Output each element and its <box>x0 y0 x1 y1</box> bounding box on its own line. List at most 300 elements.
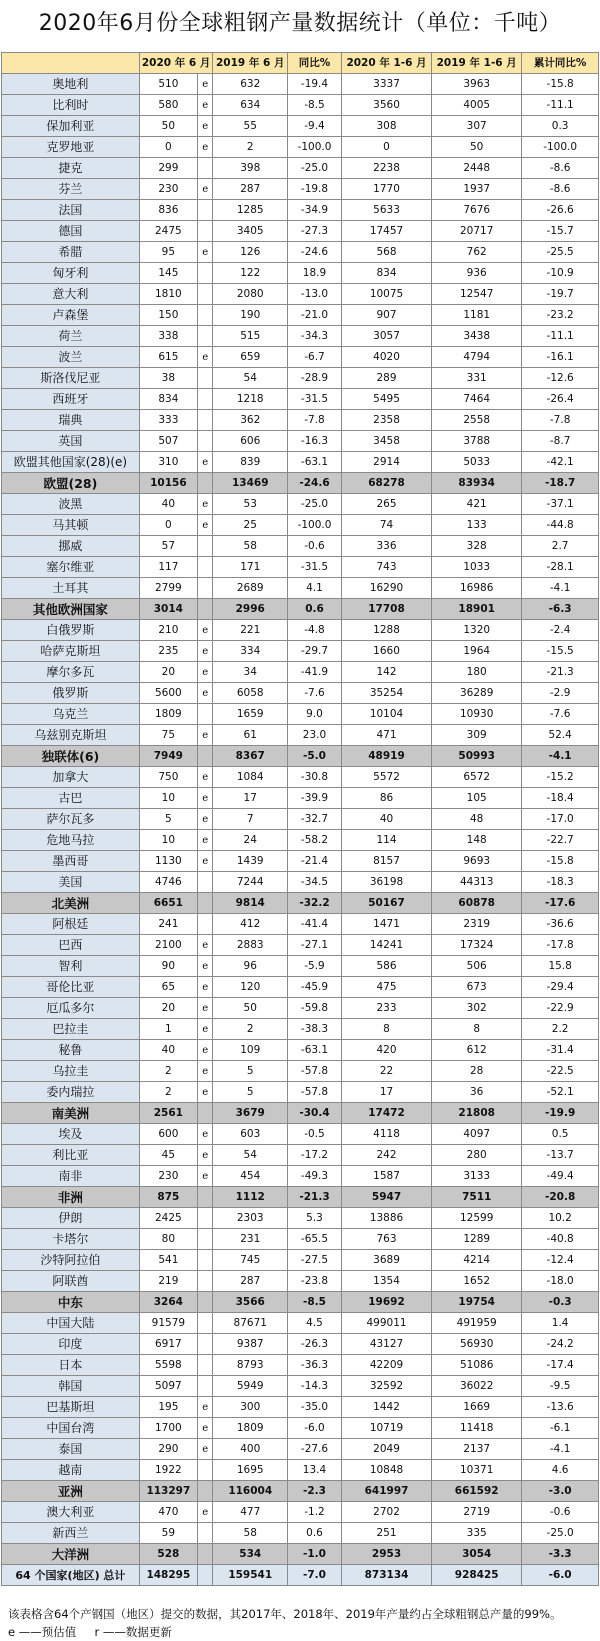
country-name: 大洋洲 <box>2 1544 140 1565</box>
estimate-flag: e <box>197 788 213 809</box>
value-2019-h1: 1964 <box>432 641 522 662</box>
value-2019-jun: 534 <box>213 1544 288 1565</box>
value-2020-jun: 1810 <box>139 284 197 305</box>
cumulative-yoy: -6.0 <box>522 1565 599 1586</box>
country-name: 美国 <box>2 872 140 893</box>
value-2019-h1: 2719 <box>432 1502 522 1523</box>
value-2020-jun: 235 <box>139 641 197 662</box>
yoy-change: -34.3 <box>288 326 342 347</box>
value-2019-jun: 1218 <box>213 389 288 410</box>
cumulative-yoy: -18.4 <box>522 788 599 809</box>
yoy-change: -4.8 <box>288 620 342 641</box>
country-name: 白俄罗斯 <box>2 620 140 641</box>
value-2020-jun: 2 <box>139 1082 197 1103</box>
value-2019-jun: 231 <box>213 1229 288 1250</box>
yoy-change: -5.0 <box>288 746 342 767</box>
value-2020-jun: 40 <box>139 1040 197 1061</box>
value-2019-jun: 1659 <box>213 704 288 725</box>
value-2019-h1: 491959 <box>432 1313 522 1334</box>
estimate-flag: e <box>197 74 213 95</box>
value-2020-h1: 14241 <box>341 935 431 956</box>
estimate-flag <box>197 1187 213 1208</box>
header-yoy: 同比% <box>288 53 342 74</box>
yoy-change: -6.7 <box>288 347 342 368</box>
value-2020-jun: 145 <box>139 263 197 284</box>
value-2020-h1: 471 <box>341 725 431 746</box>
value-2019-h1: 762 <box>432 242 522 263</box>
table-row <box>2 116 599 137</box>
table-row <box>2 305 599 326</box>
value-2019-h1: 2558 <box>432 410 522 431</box>
value-2020-jun: 1809 <box>139 704 197 725</box>
value-2020-h1: 4118 <box>341 1124 431 1145</box>
table-row <box>2 74 599 95</box>
value-2019-jun: 1695 <box>213 1460 288 1481</box>
value-2020-h1: 10719 <box>341 1418 431 1439</box>
value-2020-h1: 641997 <box>341 1481 431 1502</box>
value-2019-h1: 3963 <box>432 74 522 95</box>
value-2020-h1: 242 <box>341 1145 431 1166</box>
legend-revised: r ——数据更新 <box>94 1625 172 1639</box>
country-name: 智利 <box>2 956 140 977</box>
value-2020-h1: 74 <box>341 515 431 536</box>
yoy-change: -9.4 <box>288 116 342 137</box>
country-name: 奥地利 <box>2 74 140 95</box>
cumulative-yoy: 0.5 <box>522 1124 599 1145</box>
country-name: 埃及 <box>2 1124 140 1145</box>
country-name: 瑞典 <box>2 410 140 431</box>
cumulative-yoy: -22.7 <box>522 830 599 851</box>
estimate-flag: e <box>197 347 213 368</box>
value-2020-h1: 1770 <box>341 179 431 200</box>
value-2019-h1: 56930 <box>432 1334 522 1355</box>
value-2020-h1: 568 <box>341 242 431 263</box>
country-name: 摩尔多瓦 <box>2 662 140 683</box>
country-name: 中东 <box>2 1292 140 1313</box>
country-name: 委内瑞拉 <box>2 1082 140 1103</box>
value-2020-h1: 68278 <box>341 473 431 494</box>
value-2019-h1: 17324 <box>432 935 522 956</box>
table-row <box>2 410 599 431</box>
value-2020-jun: 333 <box>139 410 197 431</box>
country-name: 新西兰 <box>2 1523 140 1544</box>
estimate-flag <box>197 1544 213 1565</box>
value-2019-jun: 126 <box>213 242 288 263</box>
steel-production-table <box>1 52 599 1586</box>
value-2019-jun: 603 <box>213 1124 288 1145</box>
value-2019-jun: 171 <box>213 557 288 578</box>
estimate-flag: e <box>197 242 213 263</box>
value-2020-jun: 834 <box>139 389 197 410</box>
yoy-change: -19.8 <box>288 179 342 200</box>
value-2020-jun: 95 <box>139 242 197 263</box>
value-2019-jun: 3405 <box>213 221 288 242</box>
value-2020-h1: 3689 <box>341 1250 431 1271</box>
value-2019-jun: 34 <box>213 662 288 683</box>
value-2019-h1: 1320 <box>432 620 522 641</box>
yoy-change: -27.3 <box>288 221 342 242</box>
value-2020-jun: 5600 <box>139 683 197 704</box>
value-2020-jun: 10156 <box>139 473 197 494</box>
value-2020-h1: 17 <box>341 1082 431 1103</box>
estimate-flag: e <box>197 1166 213 1187</box>
value-2020-h1: 5572 <box>341 767 431 788</box>
value-2019-h1: 50 <box>432 137 522 158</box>
country-name: 伊朗 <box>2 1208 140 1229</box>
table-row <box>2 1040 599 1061</box>
value-2019-h1: 3438 <box>432 326 522 347</box>
estimate-flag: e <box>197 116 213 137</box>
estimate-flag <box>197 1229 213 1250</box>
yoy-change: -14.3 <box>288 1376 342 1397</box>
value-2019-jun: 839 <box>213 452 288 473</box>
value-2019-h1: 51086 <box>432 1355 522 1376</box>
value-2020-h1: 251 <box>341 1523 431 1544</box>
value-2020-h1: 10104 <box>341 704 431 725</box>
value-2020-jun: 90 <box>139 956 197 977</box>
yoy-change: -29.7 <box>288 641 342 662</box>
estimate-flag <box>197 221 213 242</box>
value-2019-h1: 7676 <box>432 200 522 221</box>
country-name: 古巴 <box>2 788 140 809</box>
country-name: 法国 <box>2 200 140 221</box>
value-2020-h1: 3337 <box>341 74 431 95</box>
cumulative-yoy: -4.1 <box>522 746 599 767</box>
cumulative-yoy: 52.4 <box>522 725 599 746</box>
value-2020-h1: 4020 <box>341 347 431 368</box>
yoy-change: -13.0 <box>288 284 342 305</box>
country-name: 沙特阿拉伯 <box>2 1250 140 1271</box>
value-2019-jun: 300 <box>213 1397 288 1418</box>
table-row <box>2 662 599 683</box>
footnote: 该表格含64个产钢国（地区）提交的数据，其2017年、2018年、2019年产量约占全球粗钢总产量的99%。 <box>8 1607 562 1621</box>
yoy-change: -7.0 <box>288 1565 342 1586</box>
estimate-flag <box>197 746 213 767</box>
value-2020-jun: 600 <box>139 1124 197 1145</box>
value-2019-h1: 36 <box>432 1082 522 1103</box>
country-name: 欧盟其他国家(28)(e) <box>2 452 140 473</box>
table-row <box>2 704 599 725</box>
value-2019-jun: 7244 <box>213 872 288 893</box>
value-2019-jun: 2883 <box>213 935 288 956</box>
table-row <box>2 767 599 788</box>
value-2020-h1: 1471 <box>341 914 431 935</box>
country-name: 克罗地亚 <box>2 137 140 158</box>
yoy-change: -7.8 <box>288 410 342 431</box>
country-name: 波兰 <box>2 347 140 368</box>
estimate-flag <box>197 704 213 725</box>
value-2020-h1: 1288 <box>341 620 431 641</box>
yoy-change: -31.5 <box>288 557 342 578</box>
country-name: 乌克兰 <box>2 704 140 725</box>
cumulative-yoy: -7.6 <box>522 704 599 725</box>
estimate-flag: e <box>197 1061 213 1082</box>
country-name: 荷兰 <box>2 326 140 347</box>
cumulative-yoy: -22.9 <box>522 998 599 1019</box>
value-2020-h1: 233 <box>341 998 431 1019</box>
country-name: 波黑 <box>2 494 140 515</box>
value-2020-h1: 0 <box>341 137 431 158</box>
value-2020-h1: 743 <box>341 557 431 578</box>
value-2019-jun: 87671 <box>213 1313 288 1334</box>
value-2019-jun: 8367 <box>213 746 288 767</box>
value-2020-h1: 114 <box>341 830 431 851</box>
value-2020-jun: 3264 <box>139 1292 197 1313</box>
value-2019-h1: 180 <box>432 662 522 683</box>
cumulative-yoy: -17.0 <box>522 809 599 830</box>
cumulative-yoy: -15.2 <box>522 767 599 788</box>
table-row <box>2 956 599 977</box>
value-2020-h1: 265 <box>341 494 431 515</box>
yoy-change: -16.3 <box>288 431 342 452</box>
table-row <box>2 1061 599 1082</box>
yoy-change: -21.4 <box>288 851 342 872</box>
value-2019-h1: 661592 <box>432 1481 522 1502</box>
estimate-flag: e <box>197 1124 213 1145</box>
value-2020-h1: 8 <box>341 1019 431 1040</box>
value-2019-jun: 5949 <box>213 1376 288 1397</box>
estimate-flag: e <box>197 767 213 788</box>
value-2019-h1: 9693 <box>432 851 522 872</box>
country-name: 塞尔维亚 <box>2 557 140 578</box>
value-2020-h1: 142 <box>341 662 431 683</box>
value-2019-jun: 25 <box>213 515 288 536</box>
yoy-change: -100.0 <box>288 137 342 158</box>
estimate-flag <box>197 1271 213 1292</box>
value-2019-jun: 287 <box>213 179 288 200</box>
cumulative-yoy: -15.7 <box>522 221 599 242</box>
value-2020-h1: 2702 <box>341 1502 431 1523</box>
cumulative-yoy: -40.8 <box>522 1229 599 1250</box>
value-2019-h1: 5033 <box>432 452 522 473</box>
value-2020-jun: 50 <box>139 116 197 137</box>
value-2020-jun: 195 <box>139 1397 197 1418</box>
estimate-flag: e <box>197 725 213 746</box>
estimate-flag: e <box>197 956 213 977</box>
table-row <box>2 326 599 347</box>
value-2019-h1: 7464 <box>432 389 522 410</box>
estimate-flag <box>197 410 213 431</box>
yoy-change: -21.0 <box>288 305 342 326</box>
table-row <box>2 557 599 578</box>
value-2019-jun: 3566 <box>213 1292 288 1313</box>
yoy-change: -57.8 <box>288 1061 342 1082</box>
yoy-change: -49.3 <box>288 1166 342 1187</box>
value-2020-jun: 1922 <box>139 1460 197 1481</box>
yoy-change: -8.5 <box>288 95 342 116</box>
cumulative-yoy: -17.8 <box>522 935 599 956</box>
value-2020-h1: 48919 <box>341 746 431 767</box>
value-2020-jun: 836 <box>139 200 197 221</box>
value-2019-h1: 3133 <box>432 1166 522 1187</box>
value-2020-jun: 230 <box>139 1166 197 1187</box>
estimate-flag: e <box>197 494 213 515</box>
value-2020-jun: 241 <box>139 914 197 935</box>
country-name: 哈萨克斯坦 <box>2 641 140 662</box>
value-2019-h1: 18901 <box>432 599 522 620</box>
value-2020-h1: 1660 <box>341 641 431 662</box>
cumulative-yoy: -8.6 <box>522 179 599 200</box>
estimate-flag <box>197 158 213 179</box>
table-row <box>2 494 599 515</box>
yoy-change: -28.9 <box>288 368 342 389</box>
estimate-flag <box>197 1313 213 1334</box>
country-name: 乌兹别克斯坦 <box>2 725 140 746</box>
cumulative-yoy: -0.3 <box>522 1292 599 1313</box>
country-name: 匈牙利 <box>2 263 140 284</box>
country-name: 南美洲 <box>2 1103 140 1124</box>
table-row <box>2 935 599 956</box>
table-row <box>2 1145 599 1166</box>
country-name: 越南 <box>2 1460 140 1481</box>
value-2020-jun: 1700 <box>139 1418 197 1439</box>
table-row <box>2 1439 599 1460</box>
estimate-flag: e <box>197 1145 213 1166</box>
country-name: 卡塔尔 <box>2 1229 140 1250</box>
table-row <box>2 1250 599 1271</box>
value-2019-h1: 2448 <box>432 158 522 179</box>
estimate-flag <box>197 1523 213 1544</box>
table-row <box>2 221 599 242</box>
value-2019-h1: 612 <box>432 1040 522 1061</box>
value-2020-h1: 10075 <box>341 284 431 305</box>
cumulative-yoy: -6.1 <box>522 1418 599 1439</box>
estimate-flag <box>197 1250 213 1271</box>
yoy-change: -65.5 <box>288 1229 342 1250</box>
country-name: 斯洛伐尼亚 <box>2 368 140 389</box>
table-row <box>2 1229 599 1250</box>
value-2019-h1: 133 <box>432 515 522 536</box>
value-2019-h1: 20717 <box>432 221 522 242</box>
header-2020-h1: 2020 年 1-6 月 <box>341 53 431 74</box>
value-2020-h1: 499011 <box>341 1313 431 1334</box>
value-2020-jun: 57 <box>139 536 197 557</box>
value-2020-h1: 5633 <box>341 200 431 221</box>
country-name: 德国 <box>2 221 140 242</box>
value-2020-jun: 310 <box>139 452 197 473</box>
value-2019-h1: 2319 <box>432 914 522 935</box>
yoy-change: -25.0 <box>288 158 342 179</box>
value-2019-h1: 3054 <box>432 1544 522 1565</box>
value-2019-jun: 334 <box>213 641 288 662</box>
table-row <box>2 242 599 263</box>
value-2019-jun: 53 <box>213 494 288 515</box>
country-name: 印度 <box>2 1334 140 1355</box>
estimate-flag <box>197 305 213 326</box>
value-2019-jun: 17 <box>213 788 288 809</box>
value-2019-h1: 48 <box>432 809 522 830</box>
cumulative-yoy: -8.7 <box>522 431 599 452</box>
header-cumulative-yoy: 累计同比% <box>522 53 599 74</box>
value-2020-jun: 6917 <box>139 1334 197 1355</box>
value-2020-jun: 5 <box>139 809 197 830</box>
table-row <box>2 263 599 284</box>
header-country <box>2 53 140 74</box>
value-2020-jun: 20 <box>139 998 197 1019</box>
value-2019-jun: 109 <box>213 1040 288 1061</box>
country-name: 独联体(6) <box>2 746 140 767</box>
value-2019-jun: 9387 <box>213 1334 288 1355</box>
value-2020-jun: 5097 <box>139 1376 197 1397</box>
table-row <box>2 179 599 200</box>
estimate-flag <box>197 368 213 389</box>
estimate-flag: e <box>197 1418 213 1439</box>
value-2020-h1: 50167 <box>341 893 431 914</box>
country-name: 北美洲 <box>2 893 140 914</box>
estimate-flag: e <box>197 1019 213 1040</box>
value-2019-jun: 221 <box>213 620 288 641</box>
value-2019-jun: 5 <box>213 1061 288 1082</box>
yoy-change: -1.2 <box>288 1502 342 1523</box>
cumulative-yoy: -19.7 <box>522 284 599 305</box>
table-row <box>2 389 599 410</box>
value-2019-jun: 745 <box>213 1250 288 1271</box>
value-2019-jun: 454 <box>213 1166 288 1187</box>
table-row <box>2 158 599 179</box>
estimate-flag <box>197 473 213 494</box>
yoy-change: -0.6 <box>288 536 342 557</box>
estimate-flag: e <box>197 641 213 662</box>
country-name: 亚洲 <box>2 1481 140 1502</box>
value-2019-jun: 7 <box>213 809 288 830</box>
cumulative-yoy: 10.2 <box>522 1208 599 1229</box>
cumulative-yoy: -18.0 <box>522 1271 599 1292</box>
value-2020-h1: 43127 <box>341 1334 431 1355</box>
estimate-flag <box>197 389 213 410</box>
value-2020-jun: 2 <box>139 1061 197 1082</box>
value-2019-h1: 50993 <box>432 746 522 767</box>
yoy-change: -8.5 <box>288 1292 342 1313</box>
table-row <box>2 809 599 830</box>
value-2020-h1: 2238 <box>341 158 431 179</box>
value-2019-jun: 515 <box>213 326 288 347</box>
estimate-flag <box>197 1103 213 1124</box>
estimate-flag: e <box>197 1082 213 1103</box>
table-row <box>2 536 599 557</box>
table-row <box>2 452 599 473</box>
value-2020-h1: 16290 <box>341 578 431 599</box>
estimate-flag <box>197 557 213 578</box>
value-2020-jun: 59 <box>139 1523 197 1544</box>
yoy-change: -41.9 <box>288 662 342 683</box>
value-2020-jun: 45 <box>139 1145 197 1166</box>
cumulative-yoy: -7.8 <box>522 410 599 431</box>
country-name: 厄瓜多尔 <box>2 998 140 1019</box>
estimate-flag: e <box>197 620 213 641</box>
value-2019-jun: 58 <box>213 536 288 557</box>
value-2020-jun: 2425 <box>139 1208 197 1229</box>
table-row <box>2 977 599 998</box>
cumulative-yoy: -49.4 <box>522 1166 599 1187</box>
yoy-change: -34.5 <box>288 872 342 893</box>
cumulative-yoy: 0.3 <box>522 116 599 137</box>
cumulative-yoy: -23.2 <box>522 305 599 326</box>
value-2019-h1: 1937 <box>432 179 522 200</box>
cumulative-yoy: 2.2 <box>522 1019 599 1040</box>
table-row <box>2 788 599 809</box>
value-2020-jun: 65 <box>139 977 197 998</box>
value-2020-jun: 2799 <box>139 578 197 599</box>
estimate-flag <box>197 1481 213 1502</box>
value-2019-jun: 2 <box>213 137 288 158</box>
cumulative-yoy: -15.8 <box>522 74 599 95</box>
estimate-flag <box>197 536 213 557</box>
value-2020-h1: 10848 <box>341 1460 431 1481</box>
value-2019-jun: 159541 <box>213 1565 288 1586</box>
country-name: 墨西哥 <box>2 851 140 872</box>
estimate-flag: e <box>197 809 213 830</box>
estimate-flag: e <box>197 977 213 998</box>
